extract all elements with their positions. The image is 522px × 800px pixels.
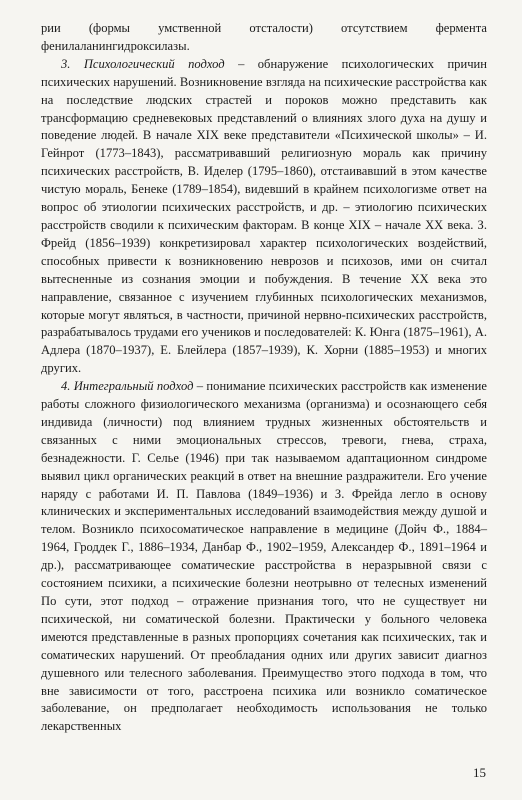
body-text xyxy=(41,20,487,736)
paragraph-continuation xyxy=(41,20,487,56)
paragraph-lead: 4. Интегральный подход xyxy=(61,379,194,394)
paragraph-text: – понимание психических расстройств как изменение работы сложного физиологического механизма (организма) и осознающего себя индивида (личности) под влиянием трудных жизненных обстоятельств и связанных с ними эмоциональных стрессов, тревоги, гнева, страха, безнадежности. Г. Селье (1946) при так называемом адаптационном синдроме выявил цикл органических реакций в ответ на внешние раздражители. Его учение наряду с работами И. П. Павлова (1849–1936) и З. Фрейда легло в основу клинических и экспериментальных исследований взаимодействия между душой и телом. Возникло психосоматическое направление в медицине (Дойч Ф., 1884–1964, Гроддек Г., 1886–1934, Данбар Ф., 1902–1959, Александер Ф., 1891–1964 и др.), рассматривающее соматические расстройства в неразрывной связи с состоянием психики, а психические болезни неотрывно от телесных изменений По сути, этот подход – отражение признания того, что не существует ни психической, ни соматической болезни. Практически у больного человека имеются представленные в разных пропорциях сочетания как психических, так и соматических нарушений. От преобладания одних или других зависит диагноз душевного или телесного заболевания. Преимущество этого подхода в том, что вне зависимости от того, расстроена психика или возникло соматическое заболевание, он предполагает необходимость использования не только лекарственных xyxy=(41,379,487,734)
paragraph-lead: 3. Психологический подход xyxy=(61,56,225,71)
page-number: 15 xyxy=(473,765,486,780)
paragraph-text: – обнаружение психологических причин психических нарушений. Возникновение взгляда на психические расстройства как на последствие людских страстей и пороков можно представить как трансформацию средневековых представлений о влияниях злого духа на душу и поведение людей. В начале XIX веке представители «Психической школы» – И. Гейнрот (1773–1843), рассматривавший религиозную мораль как причину психических расстройств, В. Иделер (1795–1860), отстаивавший в этом качестве чистую мораль, Бенеке (1789–1854), видевший в крайнем психологизме ответ на вопрос об этиологии психических расстройств, и др. – этиологию психических расстройств сводили к психическим факторам. В конце XIX – начале XX века. З. Фрейд (1856–1939) конкретизировал характер психологических воздействий, способных привести к возникновению неврозов и психозов, ими он считал вытесненные из сознания эмоции и побуждения. В течение XX века это направление, связанное с изучением глубинных психологических механизмов, которые могут являться, в частности, причиной нервно-психических расстройств, разрабатывалось трудами его учеников и последователей: К. Юнга (1875–1961), А. Адлера (1870–1937), Е. Блейлера (1857–1939), К. Хорни (1885–1953) и многих других. xyxy=(41,56,487,376)
paragraph-psychological-approach xyxy=(41,56,487,378)
paragraph-text: рии (формы умственной отсталости) отсутствием фермента фенилаланингидроксилазы. xyxy=(41,21,487,53)
paragraph-integral-approach xyxy=(41,378,487,736)
